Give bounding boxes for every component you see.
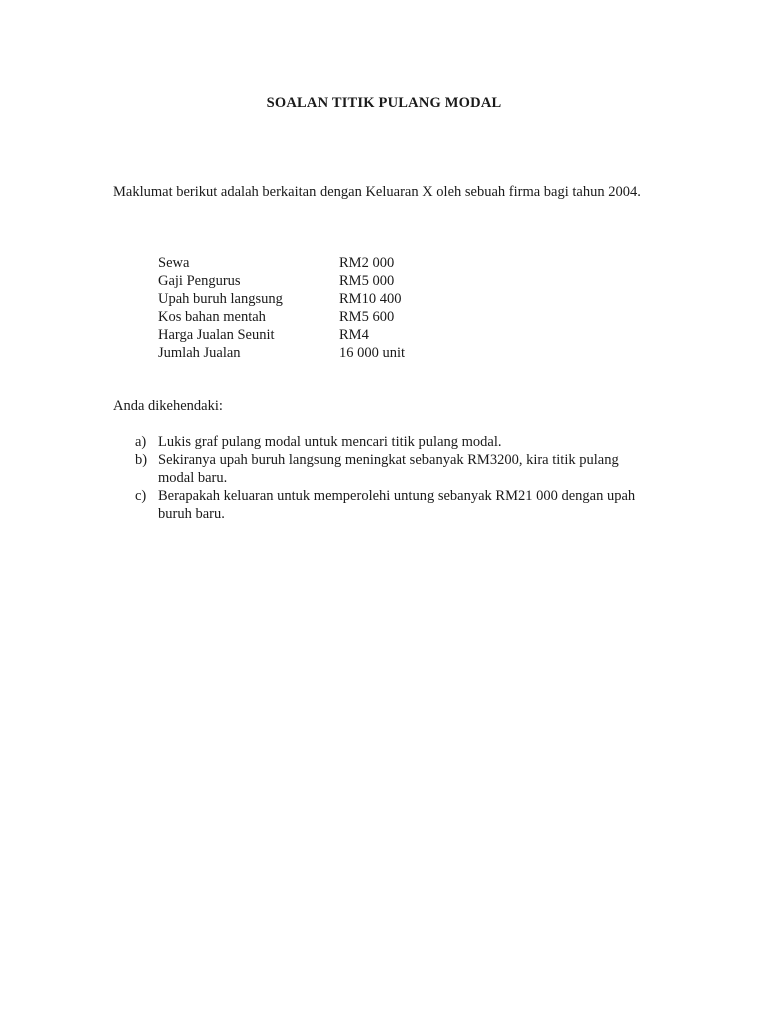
info-label: Kos bahan mentah — [158, 309, 266, 325]
info-value: RM4 — [339, 327, 369, 343]
document-title: SOALAN TITIK PULANG MODAL — [266, 95, 502, 111]
question-marker: c) — [135, 488, 147, 504]
info-row-unit-price — [158, 326, 578, 344]
instruction-text: Anda dikehendaki: — [113, 398, 223, 414]
question-marker: a) — [135, 434, 147, 450]
info-row-raw-material — [158, 308, 578, 326]
info-label: Sewa — [158, 255, 190, 271]
question-item — [113, 451, 673, 487]
info-value: RM10 400 — [339, 291, 402, 307]
cost-info-table — [158, 254, 578, 362]
question-list — [113, 433, 673, 523]
info-value: RM5 000 — [339, 273, 395, 289]
info-value: RM2 000 — [339, 255, 395, 271]
question-text: Berapakah keluaran untuk memperolehi untung sebanyak RM21 000 dengan upah buruh baru. — [158, 488, 636, 522]
question-text: Lukis graf pulang modal untuk mencari titik pulang modal. — [158, 434, 502, 450]
question-item — [113, 487, 673, 523]
info-value: RM5 600 — [339, 309, 395, 325]
info-label: Jumlah Jualan — [158, 345, 241, 361]
info-row-manager-salary — [158, 272, 578, 290]
info-label: Gaji Pengurus — [158, 273, 241, 289]
intro-paragraph: Maklumat berikut adalah berkaitan dengan Keluaran X oleh sebuah firma bagi tahun 2004. — [113, 184, 641, 200]
question-marker: b) — [135, 452, 148, 468]
info-value: 16 000 unit — [339, 345, 406, 361]
info-row-total-sales — [158, 344, 578, 362]
info-label: Upah buruh langsung — [158, 291, 283, 307]
info-label: Harga Jualan Seunit — [158, 327, 275, 343]
question-text: Sekiranya upah buruh langsung meningkat sebanyak RM3200, kira titik pulang modal baru. — [158, 452, 619, 486]
question-item — [113, 433, 673, 451]
info-row-rent — [158, 254, 578, 272]
info-row-direct-labour — [158, 290, 578, 308]
